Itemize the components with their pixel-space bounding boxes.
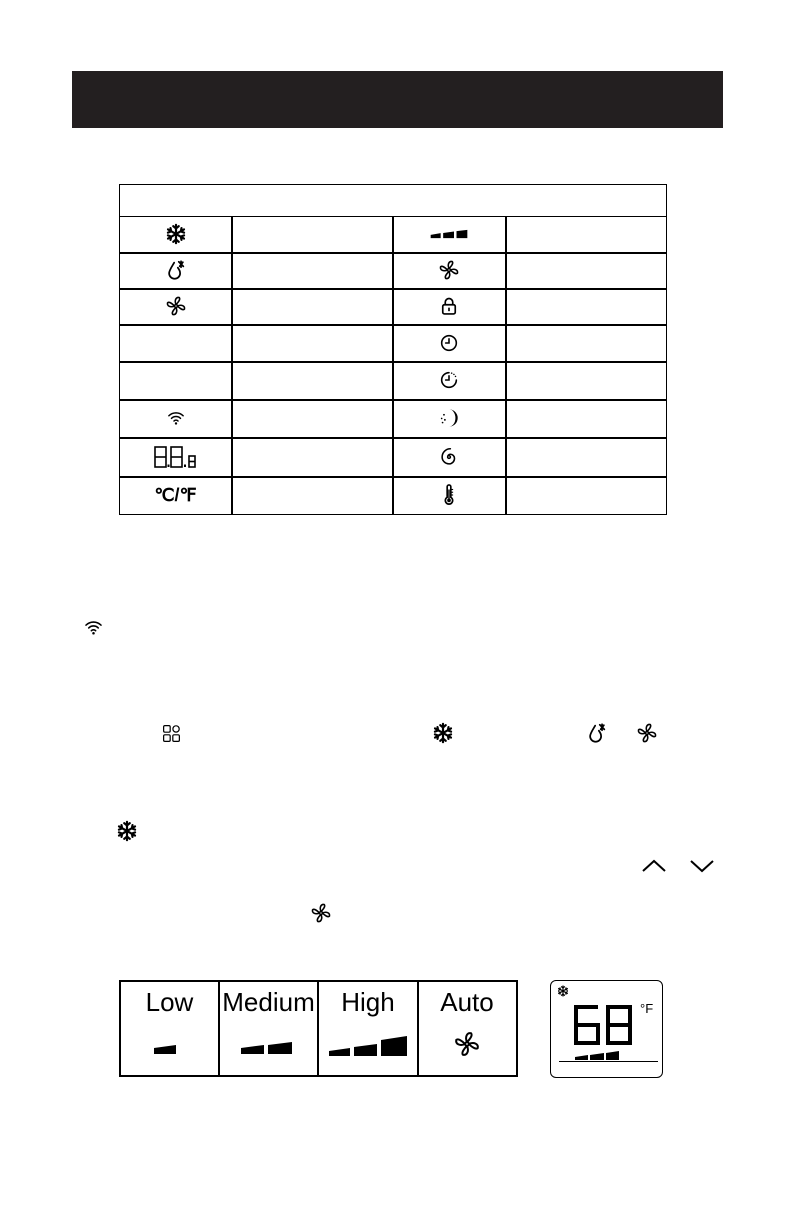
table-divider: [231, 216, 233, 514]
speed-bars-icon: [220, 1032, 316, 1068]
digital-display-icon: [120, 437, 231, 476]
fan-speed-label: Low: [145, 987, 194, 1017]
auto-fan-icon: [453, 1030, 481, 1058]
fan-speed-label: Auto: [440, 987, 494, 1017]
lock-icon: [392, 288, 505, 324]
snowflake-icon: [120, 216, 231, 252]
unit-toggle-icon: [120, 476, 231, 514]
wifi-icon: [120, 399, 231, 437]
lcd-temperature-unit: °F: [640, 1001, 654, 1016]
snowflake-icon: [432, 722, 454, 744]
thermometer-icon: [392, 476, 505, 514]
up-arrow-icon: [640, 858, 668, 874]
fan-speed-label: Medium: [222, 987, 315, 1017]
table-title-row: [120, 185, 666, 217]
mode-button-icon: [161, 723, 182, 744]
timer-on-icon: [392, 324, 505, 361]
swirl-icon: [392, 437, 505, 476]
display-icon-table: [119, 184, 667, 515]
wifi-icon: [84, 618, 103, 637]
auto-fan-icon: [392, 252, 505, 288]
snowflake-icon: [557, 985, 569, 997]
fan-speed-panel: [119, 980, 518, 1077]
fan-icon: [310, 902, 332, 924]
down-arrow-icon: [688, 858, 716, 874]
lcd-divider: [559, 1061, 658, 1062]
fan-speed-medium: [220, 982, 319, 1075]
table-divider: [505, 216, 507, 514]
speed-bars-icon: [121, 1032, 217, 1068]
fan-icon: [636, 722, 658, 744]
dehumidify-droplet-icon: [586, 722, 608, 744]
fan-speed-label: High: [341, 987, 395, 1017]
fan-speed-high: [319, 982, 419, 1075]
dehumidify-droplet-icon: [120, 252, 231, 288]
sleep-moon-icon: [392, 399, 505, 437]
fan-speed-low: [121, 982, 220, 1075]
fan-speed-bars-icon: [574, 1050, 620, 1061]
fan-speed-auto: [419, 982, 515, 1075]
section-header-bar: [72, 71, 723, 128]
snowflake-icon: [116, 820, 138, 842]
lcd-temperature-digits: [571, 1003, 635, 1047]
fan-speed-bars-icon: [392, 216, 505, 252]
fan-icon: [120, 288, 231, 324]
lcd-display: [550, 980, 663, 1078]
speed-bars-icon: [319, 1032, 417, 1068]
unit-toggle-label: ℃/℉: [154, 484, 197, 505]
timer-off-icon: [392, 361, 505, 399]
